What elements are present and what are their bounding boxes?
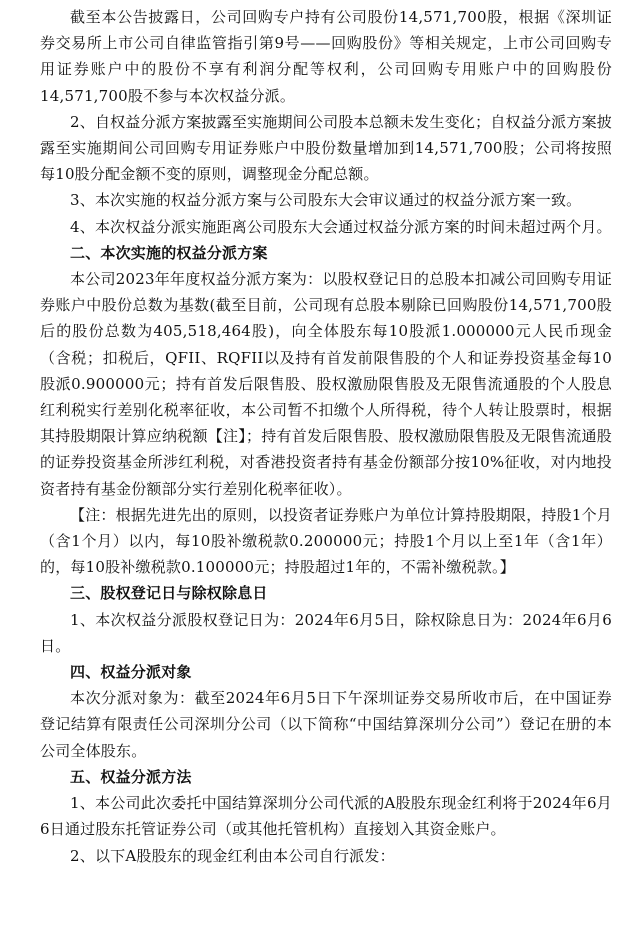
paragraph-distribution-plan: 本公司2023年年度权益分派方案为：以股权登记日的总股本扣减公司回购专用证券账户中股份总数为基数(截至目前，公司现有总股本剔除已回购股份14,571,700股后的股份总数为405,518,464股)，向全体股东每10股派1.000000元人民币现金（含税；扣税后，QFII、RQFII以及持有首发前限售股的个人和证券投资基金每10股派0.900000元；持有首发后限售股、股权激励限售股及无限售流通股的个人股息红利税实行差别化税率征收，本公司暂不扣缴个人所得税，待个人转让股票时，根据其持股期限计算应纳税额【注】；持有首发后限售股、股权激励限售股及无限售流通股的证券投资基金所涉红利税，对香港投资者持有基金份额部分按10%征收，对内地投资者持有基金份额部分实行差别化税率征收）。 xyxy=(40,270,612,498)
paragraph-item-4: 4、本次权益分派实施距离公司股东大会通过权益分派方案的时间未超过两个月。 xyxy=(70,217,612,236)
paragraph-item-3: 3、本次实施的权益分派方案与公司股东大会审议通过的权益分派方案一致。 xyxy=(70,191,582,210)
paragraph-tax-note: 【注：根据先进先出的原则，以投资者证券账户为单位计算持股期限，持股1个月（含1个月）以内，每10股补缴税款0.200000元；持股1个月以上至1年（含1年）的，每10股补缴税款0.100000元；持股超过1年的，不需补缴税款。】 xyxy=(40,505,612,577)
paragraph-item-2: 2、自权益分派方案披露至实施期间公司股本总额未发生变化；自权益分派方案披露至实施期间公司回购专用证券账户中股份数量增加到14,571,700股；公司将按照每10股分配金额不变的原则，调整现金分配总额。 xyxy=(40,112,612,184)
paragraph-distribution-target: 本次分派对象为：截至2024年6月5日下午深圳证券交易所收市后，在中国证券登记结算有限责任公司深圳分公司（以下简称“中国结算深圳分公司”）登记在册的本公司全体股东。 xyxy=(40,689,612,760)
paragraph-method-1: 1、本公司此次委托中国结算深圳分公司代派的A股股东现金红利将于2024年6月6日通过股东托管证券公司（或其他托管机构）直接划入其资金账户。 xyxy=(40,794,612,839)
section-heading-2: 二、本次实施的权益分派方案 xyxy=(70,243,268,262)
section-heading-5: 五、权益分派方法 xyxy=(70,767,192,786)
section-heading-3: 三、股权登记日与除权除息日 xyxy=(70,584,268,603)
section-heading-4: 四、权益分派对象 xyxy=(70,663,192,682)
paragraph-method-2: 2、以下A股股东的现金红利由本公司自行派发： xyxy=(70,846,395,865)
paragraph-repurchase-shares: 截至本公告披露日，公司回购专户持有公司股份14,571,700股，根据《深圳证券交易所上市公司自律监管指引第9号——回购股份》等相关规定，上市公司回购专用证券账户中的股份不享有利润分配等权利，公司回购专用账户中的回购股份14,571,700股不参与本次权益分派。 xyxy=(40,8,612,105)
paragraph-record-date: 1、本次权益分派股权登记日为：2024年6月5日，除权除息日为：2024年6月6日。 xyxy=(40,610,612,655)
